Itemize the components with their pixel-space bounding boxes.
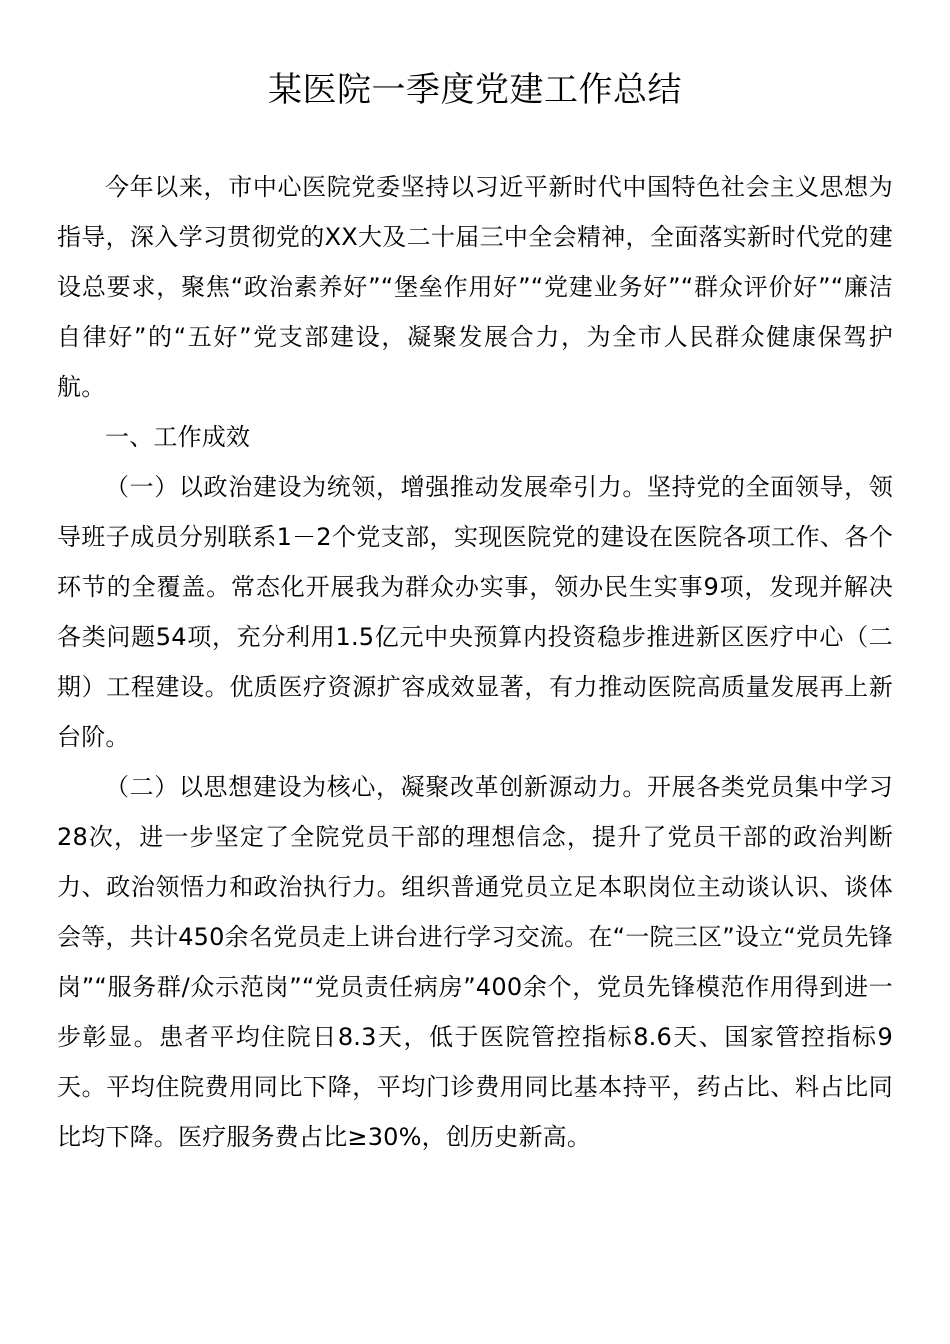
document-body: [57, 162, 893, 1162]
section-heading-achievements: 一、工作成效: [105, 423, 251, 451]
ideological-building-paragraph: （二）以思想建设为核心，凝聚改革创新源动力。开展各类党员集中学习28次，进一步坚定了全院党员干部的理想信念，提升了党员干部的政治判断力、政治领悟力和政治执行力。组织普通党员立足本职岗位主动谈认识、谈体会等，共计450余名党员走上讲台进行学习交流。在“一院三区”设立“党员先锋岗”“服务群/众示范岗”“党员责任病房”400余个，党员先锋模范作用得到进一步彰显。患者平均住院日8.3天，低于医院管控指标8.6天、国家管控指标9天。平均住院费用同比下降，平均门诊费用同比基本持平，药占比、料占比同比均下降。医疗服务费占比≥30%，创历史新高。: [57, 773, 893, 1151]
political-building-paragraph: （一）以政治建设为统领，增强推动发展牵引力。坚持党的全面领导，领导班子成员分别联系1－2个党支部，实现医院党的建设在医院各项工作、各个环节的全覆盖。常态化开展我为群众办实事，领办民生实事9项，发现并解决各类问题54项，充分利用1.5亿元中央预算内投资稳步推进新区医疗中心（二期）工程建设。优质医疗资源扩容成效显著，有力推动医院高质量发展再上新台阶。: [57, 473, 893, 751]
document-title: 某医院一季度党建工作总结: [268, 70, 682, 110]
intro-paragraph: 今年以来，市中心医院党委坚持以习近平新时代中国特色社会主义思想为指导，深入学习贯彻党的XX大及二十届三中全会精神，全面落实新时代党的建设总要求，聚焦“政治素养好”“堡垒作用好”“党建业务好”“群众评价好”“廉洁自律好”的“五好”党支部建设，凝聚发展合力，为全市人民群众健康保驾护航。: [57, 173, 893, 401]
